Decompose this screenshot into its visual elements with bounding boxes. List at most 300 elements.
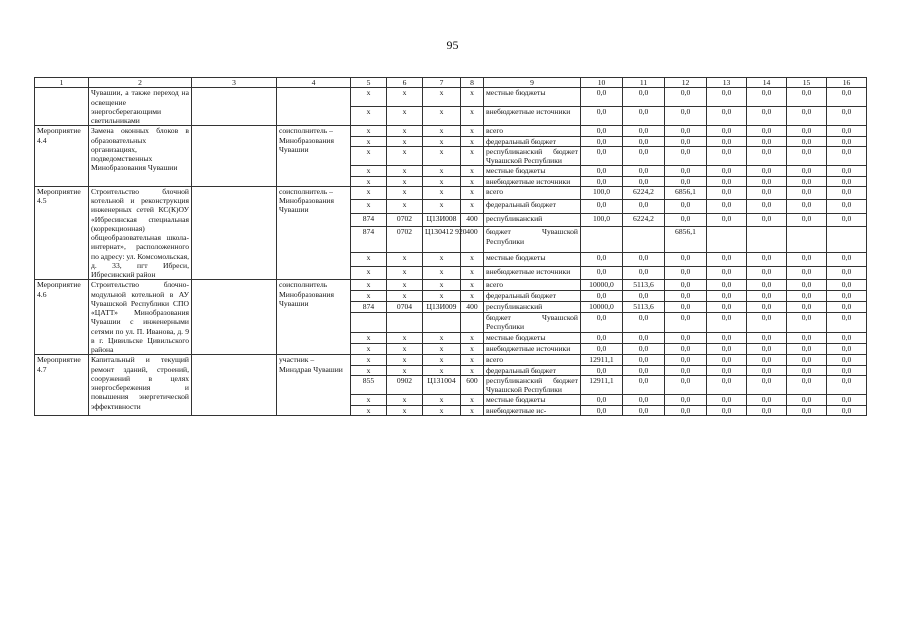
funding-source: местные бюджеты (484, 395, 581, 405)
column-number-4: 4 (277, 78, 351, 88)
funding-value-year-2: 0,0 (623, 200, 665, 214)
funding-source: местные бюджеты (484, 253, 581, 267)
budget-code-c6: x (387, 266, 423, 280)
budget-code-c5: x (351, 200, 387, 214)
funding-value-year-5: 0,0 (747, 107, 787, 126)
budget-code-c8: x (461, 253, 484, 267)
funding-value-year-3: 0,0 (665, 365, 707, 375)
budget-code-c6: x (387, 88, 423, 107)
funding-value-year-3: 0,0 (665, 344, 707, 355)
budget-code-c5: x (351, 136, 387, 146)
budget-code-c5: 874 (351, 213, 387, 227)
budget-code-c7: x (423, 176, 461, 186)
column-number-1: 1 (35, 78, 89, 88)
funding-value-year-2: 0,0 (623, 146, 665, 166)
budget-code-c7: x (423, 333, 461, 344)
table-row (35, 126, 867, 136)
budget-code-c6: 0702 (387, 213, 423, 227)
funding-value-year-7: 0,0 (827, 266, 867, 280)
funding-value-year-3: 0,0 (665, 395, 707, 405)
funding-value-year-5 (747, 227, 787, 253)
funding-source: всего (484, 186, 581, 200)
budget-code-c7: x (423, 107, 461, 126)
funding-value-year-6: 0,0 (787, 291, 827, 302)
funding-value-year-6: 0,0 (787, 344, 827, 355)
funding-value-year-7: 0,0 (827, 301, 867, 312)
funding-value-year-7: 0,0 (827, 405, 867, 415)
funding-value-year-1: 0,0 (581, 126, 623, 136)
funding-value-year-6: 0,0 (787, 355, 827, 365)
funding-source: местные бюджеты (484, 166, 581, 176)
funding-value-year-4: 0,0 (707, 126, 747, 136)
budget-code-c8: x (461, 107, 484, 126)
funding-value-year-2: 0,0 (623, 88, 665, 107)
measure-name: Мероприятие 4.7 (35, 355, 89, 416)
funding-value-year-4: 0,0 (707, 253, 747, 267)
measure-description: Строительство блочно-модульной котельной в АУ Чувашской Республики СПО «ЦАТТ» Минобразования Чувашии с инженерными сетями по ул. П. Иванова, д. 9 в г. Цивильске Цивильского района (89, 280, 192, 355)
measure-name: Мероприятие 4.4 (35, 126, 89, 187)
column-number-13: 13 (707, 78, 747, 88)
funding-value-year-7: 0,0 (827, 280, 867, 291)
budget-code-c7: x (423, 355, 461, 365)
funding-value-year-6: 0,0 (787, 146, 827, 166)
funding-value-year-7: 0,0 (827, 355, 867, 365)
budget-code-c5: x (351, 88, 387, 107)
funding-value-year-5: 0,0 (747, 301, 787, 312)
funding-value-year-1: 12911,1 (581, 355, 623, 365)
budget-code-c5: x (351, 166, 387, 176)
funding-value-year-5: 0,0 (747, 126, 787, 136)
table-header-row (35, 78, 867, 88)
funding-value-year-2: 0,0 (623, 395, 665, 405)
funding-value-year-3: 0,0 (665, 126, 707, 136)
budget-code-c7: x (423, 136, 461, 146)
funding-value-year-4: 0,0 (707, 333, 747, 344)
funding-value-year-5: 0,0 (747, 375, 787, 395)
table-row (35, 280, 867, 291)
funding-value-year-4: 0,0 (707, 280, 747, 291)
budget-code-c8: x (461, 176, 484, 186)
funding-value-year-6: 0,0 (787, 405, 827, 415)
funding-value-year-2: 0,0 (623, 365, 665, 375)
funding-value-year-7: 0,0 (827, 291, 867, 302)
budget-code-c8: 600 (461, 375, 484, 395)
funding-source: федеральный бюджет (484, 200, 581, 214)
funding-value-year-4: 0,0 (707, 176, 747, 186)
funding-value-year-1: 0,0 (581, 146, 623, 166)
budget-code-c6: x (387, 355, 423, 365)
funding-value-year-3: 0,0 (665, 333, 707, 344)
funding-value-year-5: 0,0 (747, 266, 787, 280)
funding-value-year-5: 0,0 (747, 88, 787, 107)
budget-code-c5 (351, 312, 387, 333)
funding-value-year-3: 0,0 (665, 213, 707, 227)
budget-code-c8: x (461, 355, 484, 365)
budget-code-c6: x (387, 126, 423, 136)
funding-value-year-6: 0,0 (787, 333, 827, 344)
funding-value-year-5: 0,0 (747, 280, 787, 291)
funding-value-year-2: 0,0 (623, 107, 665, 126)
funding-value-year-3: 0,0 (665, 88, 707, 107)
funding-value-year-6: 0,0 (787, 301, 827, 312)
funding-value-year-1: 100,0 (581, 213, 623, 227)
budget-code-c6: 0702 (387, 227, 423, 253)
funding-value-year-7: 0,0 (827, 146, 867, 166)
funding-value-year-5: 0,0 (747, 213, 787, 227)
funding-value-year-6: 0,0 (787, 136, 827, 146)
funding-value-year-6: 0,0 (787, 200, 827, 214)
budget-code-c6: x (387, 107, 423, 126)
funding-value-year-3: 0,0 (665, 312, 707, 333)
funding-value-year-1: 0,0 (581, 200, 623, 214)
column-number-15: 15 (787, 78, 827, 88)
budget-code-c8: 400 (461, 301, 484, 312)
funding-source: федеральный бюджет (484, 291, 581, 302)
funding-value-year-1 (581, 227, 623, 253)
funding-value-year-7: 0,0 (827, 107, 867, 126)
measure-name: Мероприятие 4.6 (35, 280, 89, 355)
funding-value-year-5: 0,0 (747, 405, 787, 415)
funding-value-year-4: 0,0 (707, 312, 747, 333)
budget-code-c5: x (351, 395, 387, 405)
funding-value-year-6: 0,0 (787, 88, 827, 107)
budget-code-c6: x (387, 333, 423, 344)
funding-value-year-4: 0,0 (707, 146, 747, 166)
budget-code-c7: x (423, 146, 461, 166)
funding-value-year-2: 0,0 (623, 136, 665, 146)
funding-value-year-4: 0,0 (707, 395, 747, 405)
budget-code-c5: x (351, 355, 387, 365)
funding-value-year-5: 0,0 (747, 166, 787, 176)
page-number: 95 (446, 38, 459, 52)
funding-value-year-7: 0,0 (827, 126, 867, 136)
funding-value-year-3: 6856,1 (665, 186, 707, 200)
funding-value-year-3: 0,0 (665, 375, 707, 395)
funding-value-year-1: 0,0 (581, 395, 623, 405)
funding-value-year-3: 0,0 (665, 136, 707, 146)
funding-value-year-6: 0,0 (787, 253, 827, 267)
budget-code-c7: x (423, 365, 461, 375)
budget-code-c6: x (387, 186, 423, 200)
funding-value-year-2: 0,0 (623, 344, 665, 355)
funding-source: бюджет Чувашской Республики (484, 312, 581, 333)
budget-code-c7: x (423, 200, 461, 214)
funding-source: всего (484, 355, 581, 365)
funding-source: бюджет Чувашской Республики (484, 227, 581, 253)
column-number-3: 3 (192, 78, 277, 88)
funding-value-year-5: 0,0 (747, 176, 787, 186)
budget-code-c6: x (387, 365, 423, 375)
budget-code-c8: 400 (461, 213, 484, 227)
funding-value-year-7: 0,0 (827, 333, 867, 344)
funding-value-year-4: 0,0 (707, 200, 747, 214)
budget-code-c7: x (423, 405, 461, 415)
budget-code-c7: x (423, 166, 461, 176)
budget-code-c6: x (387, 166, 423, 176)
funding-value-year-2: 6224,2 (623, 186, 665, 200)
funding-value-year-1: 10000,0 (581, 280, 623, 291)
budget-code-c7: x (423, 344, 461, 355)
funding-value-year-1: 0,0 (581, 333, 623, 344)
funding-value-year-7: 0,0 (827, 88, 867, 107)
funding-value-year-7 (827, 227, 867, 253)
measure-description: Чувашии, а также переход на освещение энергосберегающими светильниками (89, 88, 192, 126)
funding-value-year-2: 0,0 (623, 333, 665, 344)
funding-value-year-2: 0,0 (623, 405, 665, 415)
funding-value-year-1: 0,0 (581, 291, 623, 302)
funding-value-year-7: 0,0 (827, 312, 867, 333)
funding-source: федеральный бюджет (484, 136, 581, 146)
funding-value-year-7: 0,0 (827, 395, 867, 405)
funding-source: внебюджетные источники (484, 344, 581, 355)
funding-value-year-7: 0,0 (827, 365, 867, 375)
budget-code-c7: Ц13И009 (423, 301, 461, 312)
column-3-cell (192, 186, 277, 280)
budget-code-c5: x (351, 266, 387, 280)
funding-value-year-5: 0,0 (747, 200, 787, 214)
budget-code-c8: 400 (461, 227, 484, 253)
budget-code-c8: x (461, 166, 484, 176)
funding-value-year-4: 0,0 (707, 266, 747, 280)
budget-code-c7: x (423, 186, 461, 200)
measure-description: Замена оконных блоков в образовательных организациях, подведомственных Минобразования Чувашии (89, 126, 192, 187)
budget-code-c5: x (351, 126, 387, 136)
funding-value-year-1: 0,0 (581, 405, 623, 415)
funding-value-year-6: 0,0 (787, 213, 827, 227)
budget-code-c8: x (461, 186, 484, 200)
measure-description: Строительство блочной котельной и реконструкция инженерных сетей КС(К)ОУ «Ибресинская специальная (коррекционная) общеобразовательная школа-интернат», расположенного по адресу: ул. Комсомольская, д. 33, пгт Ибреси, Ибресинский район (89, 186, 192, 280)
funding-value-year-3: 0,0 (665, 107, 707, 126)
measure-name (35, 88, 89, 126)
funding-value-year-1: 0,0 (581, 344, 623, 355)
budget-code-c5: x (351, 186, 387, 200)
budget-code-c8: x (461, 333, 484, 344)
funding-value-year-6: 0,0 (787, 312, 827, 333)
funding-value-year-5: 0,0 (747, 136, 787, 146)
funding-value-year-5: 0,0 (747, 291, 787, 302)
funding-value-year-3: 0,0 (665, 280, 707, 291)
funding-value-year-5: 0,0 (747, 365, 787, 375)
column-number-10: 10 (581, 78, 623, 88)
budget-code-c5: x (351, 333, 387, 344)
funding-value-year-2: 0,0 (623, 266, 665, 280)
funding-value-year-2: 0,0 (623, 176, 665, 186)
budget-code-c8: x (461, 126, 484, 136)
funding-value-year-6: 0,0 (787, 395, 827, 405)
funding-value-year-7: 0,0 (827, 200, 867, 214)
funding-source: республиканский бюджет Чувашской Республики (484, 146, 581, 166)
measure-executor (277, 88, 351, 126)
measure-executor: соисполнитель – Минобразования Чувашии (277, 186, 351, 280)
funding-value-year-4: 0,0 (707, 88, 747, 107)
column-number-12: 12 (665, 78, 707, 88)
budget-code-c7: Ц13И008 (423, 213, 461, 227)
funding-value-year-1: 100,0 (581, 186, 623, 200)
budget-code-c6: x (387, 395, 423, 405)
budget-code-c6: x (387, 136, 423, 146)
funding-value-year-2: 5113,6 (623, 301, 665, 312)
funding-value-year-2: 0,0 (623, 253, 665, 267)
budget-code-c6: 0902 (387, 375, 423, 395)
funding-value-year-2: 0,0 (623, 166, 665, 176)
funding-value-year-4: 0,0 (707, 107, 747, 126)
funding-value-year-1: 0,0 (581, 107, 623, 126)
budget-code-c5: x (351, 344, 387, 355)
budget-code-c6: x (387, 344, 423, 355)
funding-value-year-7: 0,0 (827, 136, 867, 146)
column-number-6: 6 (387, 78, 423, 88)
budget-code-c8: x (461, 291, 484, 302)
budget-code-c8: x (461, 405, 484, 415)
budget-code-c6: x (387, 200, 423, 214)
funding-value-year-3: 0,0 (665, 176, 707, 186)
funding-source: внебюджетные ис- (484, 405, 581, 415)
budget-code-c8: x (461, 88, 484, 107)
funding-value-year-6: 0,0 (787, 266, 827, 280)
funding-value-year-4: 0,0 (707, 136, 747, 146)
budget-code-c7 (423, 312, 461, 333)
table-row (35, 355, 867, 365)
funding-value-year-4: 0,0 (707, 186, 747, 200)
funding-value-year-3: 0,0 (665, 200, 707, 214)
funding-value-year-6: 0,0 (787, 176, 827, 186)
funding-value-year-7: 0,0 (827, 176, 867, 186)
funding-source: республиканский (484, 213, 581, 227)
budget-code-c8 (461, 312, 484, 333)
measure-executor: соисполнитель Минобразования Чувашии (277, 280, 351, 355)
funding-value-year-1: 0,0 (581, 136, 623, 146)
funding-value-year-6: 0,0 (787, 375, 827, 395)
funding-value-year-4: 0,0 (707, 213, 747, 227)
funding-source: республиканский бюджет Чувашской Республики (484, 375, 581, 395)
budget-code-c5: x (351, 253, 387, 267)
funding-value-year-7: 0,0 (827, 344, 867, 355)
budget-code-c7: Ц130412 920 (423, 227, 461, 253)
funding-source: республиканский (484, 301, 581, 312)
budget-code-c5: x (351, 176, 387, 186)
column-number-2: 2 (89, 78, 192, 88)
funding-value-year-6: 0,0 (787, 126, 827, 136)
funding-source: местные бюджеты (484, 333, 581, 344)
funding-value-year-4: 0,0 (707, 301, 747, 312)
column-number-16: 16 (827, 78, 867, 88)
funding-value-year-4 (707, 227, 747, 253)
funding-value-year-5: 0,0 (747, 333, 787, 344)
column-number-14: 14 (747, 78, 787, 88)
budget-code-c6 (387, 312, 423, 333)
funding-value-year-4: 0,0 (707, 344, 747, 355)
funding-value-year-4: 0,0 (707, 355, 747, 365)
budget-code-c6: x (387, 405, 423, 415)
funding-value-year-3: 0,0 (665, 266, 707, 280)
funding-value-year-1: 0,0 (581, 176, 623, 186)
funding-value-year-5: 0,0 (747, 253, 787, 267)
funding-value-year-4: 0,0 (707, 375, 747, 395)
funding-value-year-3: 0,0 (665, 146, 707, 166)
budget-code-c6: x (387, 146, 423, 166)
measure-executor: соисполнитель – Минобразования Чувашии (277, 126, 351, 187)
budget-code-c6: x (387, 280, 423, 291)
budget-code-c6: x (387, 253, 423, 267)
funding-source: местные бюджеты (484, 88, 581, 107)
funding-value-year-3: 6856,1 (665, 227, 707, 253)
funding-value-year-3: 0,0 (665, 253, 707, 267)
funding-value-year-1: 12911,1 (581, 375, 623, 395)
budget-code-c7: x (423, 253, 461, 267)
funding-source: внебюджетные источники (484, 176, 581, 186)
funding-source: всего (484, 126, 581, 136)
budget-code-c8: x (461, 344, 484, 355)
funding-value-year-2: 6224,2 (623, 213, 665, 227)
budget-code-c6: 0704 (387, 301, 423, 312)
funding-value-year-5: 0,0 (747, 395, 787, 405)
funding-value-year-1: 0,0 (581, 312, 623, 333)
budget-code-c6: x (387, 291, 423, 302)
funding-value-year-6: 0,0 (787, 166, 827, 176)
budget-code-c7: x (423, 280, 461, 291)
budget-code-c5: x (351, 405, 387, 415)
funding-value-year-5: 0,0 (747, 355, 787, 365)
budget-code-c8: x (461, 395, 484, 405)
column-number-8: 8 (461, 78, 484, 88)
funding-source: федеральный бюджет (484, 365, 581, 375)
column-number-9: 9 (484, 78, 581, 88)
measure-name: Мероприятие 4.5 (35, 186, 89, 280)
funding-value-year-7: 0,0 (827, 213, 867, 227)
funding-value-year-1: 0,0 (581, 253, 623, 267)
table-row (35, 88, 867, 107)
funding-value-year-4: 0,0 (707, 166, 747, 176)
funding-value-year-2: 0,0 (623, 355, 665, 365)
funding-value-year-1: 0,0 (581, 365, 623, 375)
funding-value-year-4: 0,0 (707, 291, 747, 302)
column-number-11: 11 (623, 78, 665, 88)
budget-code-c5: x (351, 107, 387, 126)
funding-value-year-7: 0,0 (827, 186, 867, 200)
budget-code-c5: 855 (351, 375, 387, 395)
table-row (35, 186, 867, 200)
measure-executor: участник – Минздрав Чувашии (277, 355, 351, 416)
budget-code-c7: x (423, 126, 461, 136)
column-3-cell (192, 88, 277, 126)
funding-value-year-3: 0,0 (665, 355, 707, 365)
budget-code-c5: x (351, 291, 387, 302)
column-number-5: 5 (351, 78, 387, 88)
funding-value-year-2: 0,0 (623, 291, 665, 302)
column-number-7: 7 (423, 78, 461, 88)
funding-value-year-6: 0,0 (787, 280, 827, 291)
funding-value-year-3: 0,0 (665, 405, 707, 415)
funding-source: всего (484, 280, 581, 291)
funding-value-year-1: 0,0 (581, 88, 623, 107)
funding-value-year-3: 0,0 (665, 291, 707, 302)
funding-value-year-6: 0,0 (787, 186, 827, 200)
column-3-cell (192, 126, 277, 187)
funding-value-year-5: 0,0 (747, 146, 787, 166)
funding-value-year-5: 0,0 (747, 344, 787, 355)
budget-code-c5: x (351, 365, 387, 375)
funding-value-year-2: 0,0 (623, 375, 665, 395)
funding-value-year-1: 10000,0 (581, 301, 623, 312)
funding-value-year-2 (623, 227, 665, 253)
budget-code-c7: x (423, 88, 461, 107)
budget-code-c8: x (461, 365, 484, 375)
budget-code-c6: x (387, 176, 423, 186)
column-3-cell (192, 355, 277, 416)
funding-value-year-2: 0,0 (623, 312, 665, 333)
budget-code-c5: x (351, 280, 387, 291)
funding-value-year-6 (787, 227, 827, 253)
